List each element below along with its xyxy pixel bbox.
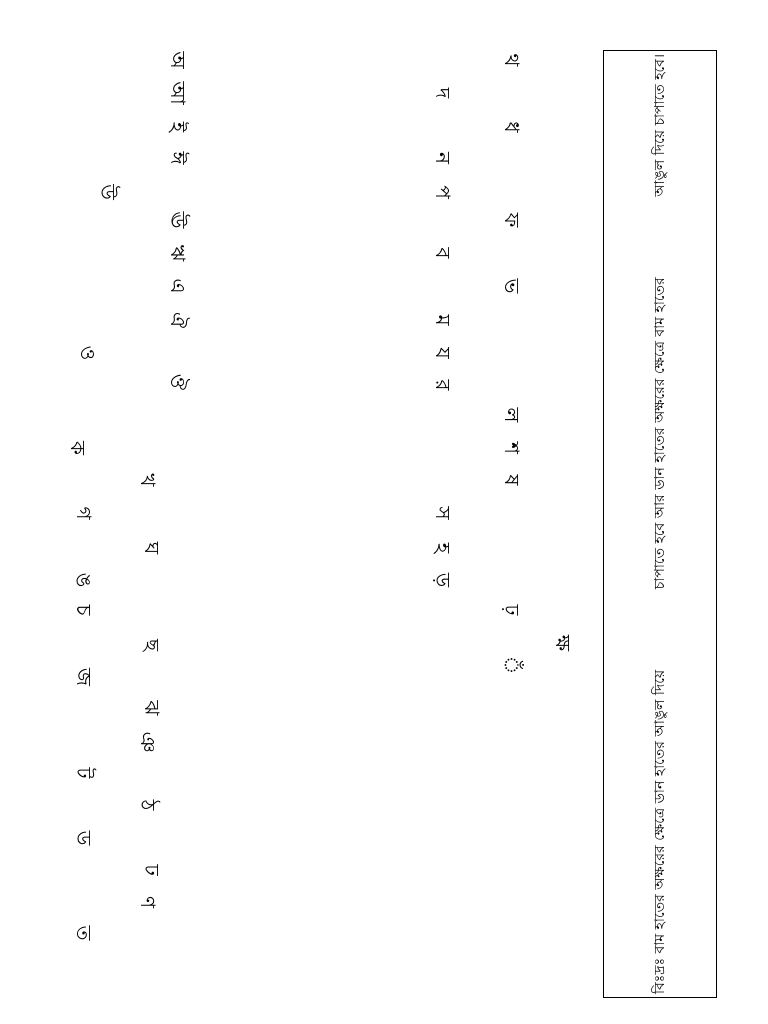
middle-letter-10: য [431,347,455,359]
left-letter-27: ত [72,925,96,941]
left-letter-10: ও [76,345,100,361]
left-letter-22: ট [72,767,96,779]
left-letter-12: ক [66,441,90,455]
left-letter-23: ঠ [136,799,160,811]
middle-letter-9: ম [431,314,455,326]
middle-letter-19: ঁ [500,655,524,675]
instruction-note-part3: আঙুল দিয়ে চাপাতে হবে। [652,54,668,197]
middle-letter-16: হ [431,542,455,554]
middle-letter-5: প [431,185,455,199]
middle-letter-11: র [431,379,455,391]
left-letter-3: ই [166,121,190,133]
middle-letter-20: ক্ষ [551,634,575,652]
middle-letter-4: ন [431,152,455,164]
middle-letter-1: থ [500,53,524,67]
instruction-note-part2: চাপাতে হবে আর ডান হাতের অক্ষরের ক্ষেত্রে বাম হাতের [652,277,668,590]
middle-letter-2: দ [431,87,455,99]
middle-letter-3: ধ [500,121,524,133]
middle-letter-12: ল [500,407,524,423]
left-letter-15: ঘ [140,541,164,555]
left-letter-2: আ [166,81,190,105]
left-letter-4: ঈ [166,151,190,165]
left-letter-26: ণ [136,895,160,909]
left-letter-13: খ [136,473,160,487]
left-letter-21: ঞ [136,731,160,753]
middle-letter-13: শ [500,442,524,454]
middle-letter-18: ঢ় [500,604,524,616]
left-letter-6: ঊ [166,211,190,229]
left-letter-19: জ [72,668,96,686]
left-letter-8: এ [166,278,190,294]
left-letter-25: ঢ [140,864,164,876]
middle-letter-6: ফ [500,212,524,228]
instruction-note-part1: বিঃদ্রঃ বাম হাতের অক্ষরের ক্ষেত্রে ডান হাতের আঙুল দিয়ে [652,669,668,994]
instruction-note [650,54,670,994]
middle-letter-8: ভ [500,278,524,294]
left-letter-1: অ [166,51,190,69]
left-letter-7: ঋ [166,244,190,262]
middle-letter-17: ড় [431,572,455,588]
left-letter-11: ঔ [166,373,190,391]
left-letter-20: ঝ [140,700,164,716]
left-letter-24: ড [72,830,96,846]
left-letter-5: উ [96,184,120,200]
left-letter-9: ঐ [166,311,190,329]
instruction-note-box [603,50,717,998]
middle-letter-7: ব [431,247,455,259]
left-letter-18: ছ [140,638,164,652]
middle-letter-14: ষ [500,474,524,486]
middle-letter-15: স [431,506,455,520]
left-letter-17: চ [72,604,96,616]
left-letter-14: গ [72,506,96,520]
left-letter-16: ঙ [72,572,96,588]
